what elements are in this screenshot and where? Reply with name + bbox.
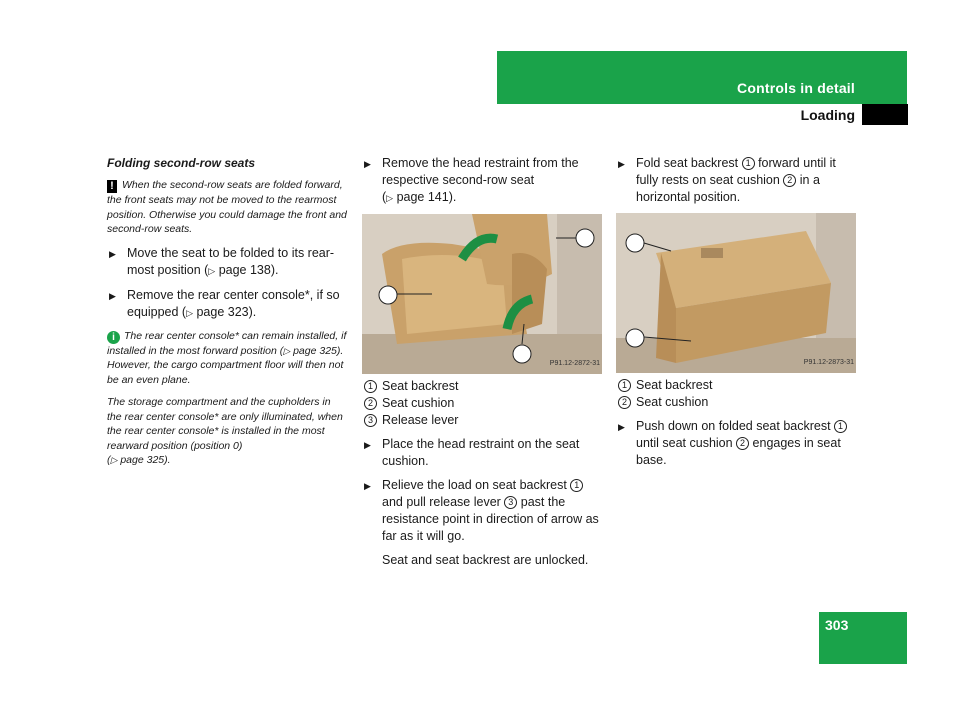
subsection-marker (862, 104, 908, 125)
section-title: Controls in detail (737, 80, 855, 96)
step-text: Place the head restraint on the seat cushion. (382, 437, 580, 468)
legend-item (362, 395, 602, 412)
column-3 (616, 155, 856, 476)
instruction-step (362, 436, 602, 470)
bullet-arrow-icon: ▶ (364, 159, 371, 169)
folded-seat-illustration (616, 213, 856, 373)
step-text: Move the seat to be folded to its rear-most position ( (127, 245, 335, 277)
legend-label: Seat backrest (636, 378, 713, 392)
instruction-step (616, 418, 856, 469)
legend (362, 378, 602, 429)
step-text: engages in seat base. (636, 436, 841, 467)
legend-item (362, 412, 602, 429)
legend-item (362, 378, 602, 395)
info-note-2: The storage compartment and the cupholders in the rear center console* are only illuminated, when the rear center console* is installed in the most rearward position (position 0) (▷ page 325). (107, 396, 343, 466)
step-text: and pull release lever (382, 495, 505, 509)
instruction-step (107, 245, 347, 280)
warning-icon: ! (107, 180, 117, 193)
step-text: Remove the rear center console*, if so equipped ( (127, 287, 340, 319)
legend-item (616, 377, 856, 394)
warning-text: When the second-row seats are folded forward, the front seats may not be moved to the rearmost position. Otherwise you could damage the front and second-row seats. (107, 179, 347, 235)
info-icon: i (107, 331, 120, 344)
legend-label: Seat cushion (382, 396, 455, 410)
step-text: Relieve the load on seat backrest (382, 478, 571, 492)
page-ref-icon: ▷ (186, 307, 193, 318)
page-number-box (819, 612, 907, 664)
info-note (107, 329, 347, 388)
page-number: 303 (825, 617, 849, 633)
step-text: Remove the head restraint from the respective second-row seat (382, 156, 579, 187)
photo-code: P91.12-2873-31 (803, 359, 854, 366)
instruction-step (362, 477, 602, 545)
legend (616, 377, 856, 411)
callout-3: 3 (504, 496, 517, 509)
bullet-arrow-icon: ▶ (364, 440, 371, 450)
bullet-arrow-icon: ▶ (618, 422, 625, 432)
instruction-step (616, 155, 856, 206)
page-ref-link[interactable]: page 138). (218, 262, 279, 277)
step-text: Fold seat backrest (636, 156, 742, 170)
page-ref-link[interactable]: page 323). (196, 304, 257, 319)
callout-1: 1 (834, 420, 847, 433)
info-text: The storage compartment and the cupholders in the rear center console* are only illuminated, when the rear center console* is installed in the most rearward position (position 0) (107, 396, 343, 452)
step-text: until seat cushion (636, 436, 737, 450)
page-ref-icon: ▷ (110, 455, 118, 465)
step-text: in a horizontal position. (636, 173, 820, 204)
legend-label: Release lever (382, 413, 459, 427)
page-ref-link[interactable]: page 141). (396, 190, 457, 204)
column-2 (362, 155, 602, 576)
bullet-arrow-icon: ▶ (618, 159, 625, 169)
seat-release-photo (362, 214, 602, 374)
result-text: Seat and seat backrest are unlocked. (382, 553, 589, 567)
legend-item (616, 394, 856, 411)
bullet-arrow-icon: ▶ (109, 290, 116, 301)
step-text: forward until it fully rests on seat cushion (636, 156, 836, 187)
section-heading: Folding second-row seats (107, 156, 256, 170)
callout-2: 2 (364, 397, 377, 410)
callout-1: 1 (618, 379, 631, 392)
page-ref-icon: ▷ (386, 193, 394, 203)
page-ref-link[interactable]: page 325). However, the cargo compartment floor will then not be an even plane. (107, 344, 344, 386)
bullet-arrow-icon: ▶ (364, 481, 371, 491)
column-1 (107, 155, 347, 476)
seat-illustration (362, 214, 602, 374)
callout-1: 1 (742, 157, 755, 170)
photo-code: P91.12-2872-31 (549, 360, 600, 367)
section-header-bar (497, 51, 907, 104)
bullet-arrow-icon: ▶ (109, 248, 116, 259)
callout-2: 2 (618, 396, 631, 409)
info-text: The rear center console* can remain installed, if installed in the most forward position ( (107, 329, 347, 357)
folded-seat-photo (616, 213, 856, 373)
legend-label: Seat backrest (382, 379, 459, 393)
callout-2: 2 (783, 174, 796, 187)
legend-label: Seat cushion (636, 395, 709, 409)
instruction-step: ▶ Remove the head restraint from the respective second-row seat (▷ page 141). (364, 156, 579, 204)
page-ref-icon: ▷ (283, 345, 291, 356)
page-ref-icon: ▷ (208, 265, 216, 276)
callout-2: 2 (736, 437, 749, 450)
callout-1: 1 (570, 479, 583, 492)
callout-3: 3 (364, 414, 377, 427)
step-text: past the resistance point in direction of arrow as far as it will go. (382, 495, 599, 543)
warning-note (107, 178, 347, 237)
instruction-step (107, 287, 347, 322)
subsection-title: Loading (800, 107, 855, 123)
page-ref-link[interactable]: page 325). (120, 454, 171, 466)
step-text: Push down on folded seat backrest (636, 419, 835, 433)
callout-1: 1 (364, 380, 377, 393)
